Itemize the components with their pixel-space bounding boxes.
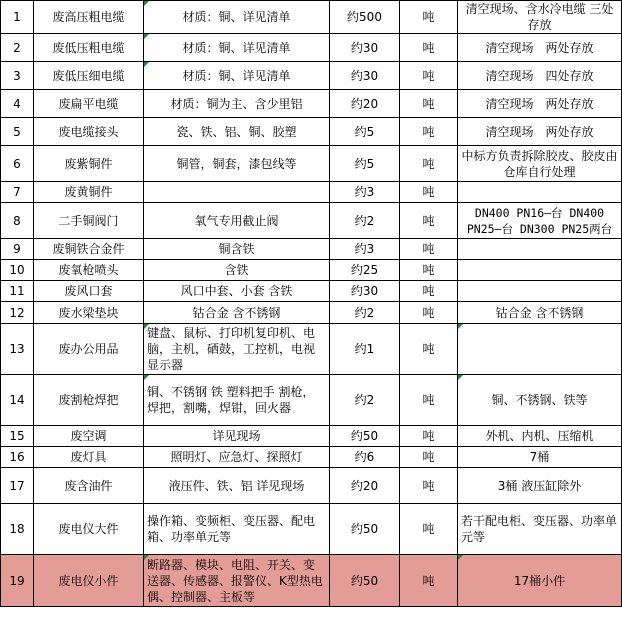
item-material: 键盘、鼠标、打印机复印机、电脑，主机，硒鼓，工控机，电视显示器 [144,324,330,375]
item-unit: 吨 [400,375,458,426]
item-unit: 吨 [400,203,458,239]
item-quantity: 约2 [330,302,400,324]
item-quantity: 约1 [330,324,400,375]
item-name: 废割枪焊把 [34,375,144,426]
item-note: DN400 PN16—台 DN400 PN25—台 DN300 PN25两台 [458,203,622,239]
item-unit: 吨 [400,555,458,607]
table-row [1,1,622,34]
item-note: 清空现场、含水冷电缆 三处存放 [458,1,622,34]
table-row [1,468,622,504]
row-number: 11 [1,281,34,302]
item-material: 铜含铁 [144,239,330,260]
table-row [1,447,622,468]
comment-marker-icon [458,375,463,380]
item-note: 若干配电柜、变压器、功率单元等 [458,504,622,555]
item-quantity: 约20 [330,90,400,118]
item-quantity: 约2 [330,203,400,239]
table-row [1,281,622,302]
item-quantity: 约6 [330,447,400,468]
item-quantity: 约5 [330,118,400,146]
item-unit: 吨 [400,90,458,118]
item-name: 废空调 [34,426,144,447]
comment-marker-icon [144,62,149,67]
row-number: 7 [1,182,34,203]
item-material: 铜、不锈钢 铁 塑料把手 割枪，焊把，割嘴，焊钳，回火器 [144,375,330,426]
item-name: 废低压细电缆 [34,62,144,90]
item-name: 废含油件 [34,468,144,504]
item-material [144,182,330,203]
item-unit: 吨 [400,324,458,375]
comment-marker-icon [458,324,463,329]
item-unit: 吨 [400,468,458,504]
item-note [458,324,622,375]
table-row [1,34,622,62]
table-row [1,182,622,203]
row-number: 4 [1,90,34,118]
item-unit: 吨 [400,118,458,146]
item-material: 详见现场 [144,426,330,447]
item-unit: 吨 [400,1,458,34]
table-row [1,239,622,260]
item-name: 废高压粗电缆 [34,1,144,34]
item-note: 清空现场 四处存放 [458,62,622,90]
item-note: 铜、不锈钢、铁等 [458,375,622,426]
item-quantity: 约25 [330,260,400,281]
item-material: 材质：铜为主、含少里铝 [144,90,330,118]
row-number: 19 [1,555,34,607]
item-quantity: 约50 [330,504,400,555]
item-material: 含铁 [144,260,330,281]
row-number: 17 [1,468,34,504]
item-unit: 吨 [400,260,458,281]
item-material: 液压件、铁、铝 详见现场 [144,468,330,504]
item-quantity: 约30 [330,62,400,90]
item-note: 7桶 [458,447,622,468]
table-row [1,260,622,281]
table-row [1,203,622,239]
item-note: 钴合金 含不锈钢 [458,302,622,324]
item-unit: 吨 [400,239,458,260]
item-note: 3桶 液压缸除外 [458,468,622,504]
item-note [458,182,622,203]
row-number: 13 [1,324,34,375]
item-quantity: 约2 [330,375,400,426]
item-quantity: 约5 [330,146,400,182]
item-note: 清空现场 两处存放 [458,118,622,146]
item-unit: 吨 [400,34,458,62]
item-name: 废电仪大件 [34,504,144,555]
item-material: 铜管，铜套，漆包线等 [144,146,330,182]
comment-marker-icon [144,324,149,329]
item-material: 操作箱、变频柜、变压器、配电箱、功率单元等 [144,504,330,555]
item-name: 废电仪小件 [34,555,144,607]
item-quantity: 约3 [330,182,400,203]
item-quantity: 约20 [330,468,400,504]
item-note: 17桶小件 [458,555,622,607]
table-row [1,324,622,375]
row-number: 3 [1,62,34,90]
item-unit: 吨 [400,62,458,90]
item-note: 中标方负责拆除胶皮、胶皮由仓库自行处理 [458,146,622,182]
table-row [1,504,622,555]
row-number: 15 [1,426,34,447]
item-name: 废低压粗电缆 [34,34,144,62]
item-material: 瓷、铁、铝、铜、胶塑 [144,118,330,146]
item-name: 废办公用品 [34,324,144,375]
item-unit: 吨 [400,302,458,324]
item-material: 风口中套、小套 含铁 [144,281,330,302]
item-name: 废氧枪喷头 [34,260,144,281]
comment-marker-icon [144,34,149,39]
item-note [458,281,622,302]
item-material: 材质：铜、详见清单 [144,1,330,34]
item-material: 照明灯、应急灯、探照灯 [144,447,330,468]
table-row [1,118,622,146]
row-number: 2 [1,34,34,62]
row-number: 5 [1,118,34,146]
item-material: 断路器、模块、电阻、开关、变送器、传感器、报警仪、K型热电偶、控制器、主板等 [144,555,330,607]
item-quantity: 约500 [330,1,400,34]
table-row [1,62,622,90]
comment-marker-icon [458,555,463,560]
item-note [458,239,622,260]
item-note: 外机、内机、压缩机 [458,426,622,447]
row-number: 9 [1,239,34,260]
table-row [1,146,622,182]
row-number: 8 [1,203,34,239]
item-name: 废风口套 [34,281,144,302]
item-name: 二手铜阀门 [34,203,144,239]
item-material: 氧气专用截止阀 [144,203,330,239]
comment-marker-icon [144,1,149,6]
row-number: 1 [1,1,34,34]
item-name: 废铜铁合金件 [34,239,144,260]
row-number: 16 [1,447,34,468]
table-row [1,375,622,426]
item-material: 材质：铜、详见清单 [144,62,330,90]
comment-marker-icon [144,555,149,560]
item-name: 废黄铜件 [34,182,144,203]
item-name: 废电缆接头 [34,118,144,146]
item-name: 废紫铜件 [34,146,144,182]
item-quantity: 约3 [330,239,400,260]
item-unit: 吨 [400,281,458,302]
table-row [1,426,622,447]
item-material: 材质：铜、详见清单 [144,34,330,62]
item-quantity: 约50 [330,555,400,607]
row-number: 18 [1,504,34,555]
row-number: 6 [1,146,34,182]
item-note: 清空现场 两处存放 [458,34,622,62]
item-material: 钴合金 含不锈钢 [144,302,330,324]
item-unit: 吨 [400,447,458,468]
item-unit: 吨 [400,182,458,203]
item-note [458,260,622,281]
table-row-highlighted [1,555,622,607]
table-row [1,302,622,324]
row-number: 12 [1,302,34,324]
row-number: 10 [1,260,34,281]
item-name: 废扁平电缆 [34,90,144,118]
item-note: 清空现场 两处存放 [458,90,622,118]
item-quantity: 约30 [330,281,400,302]
item-quantity: 约50 [330,426,400,447]
item-quantity: 约30 [330,34,400,62]
row-number: 14 [1,375,34,426]
table-row [1,90,622,118]
item-name: 废水梁垫块 [34,302,144,324]
item-unit: 吨 [400,426,458,447]
comment-marker-icon [144,375,149,380]
item-unit: 吨 [400,146,458,182]
item-unit: 吨 [400,504,458,555]
item-name: 废灯具 [34,447,144,468]
